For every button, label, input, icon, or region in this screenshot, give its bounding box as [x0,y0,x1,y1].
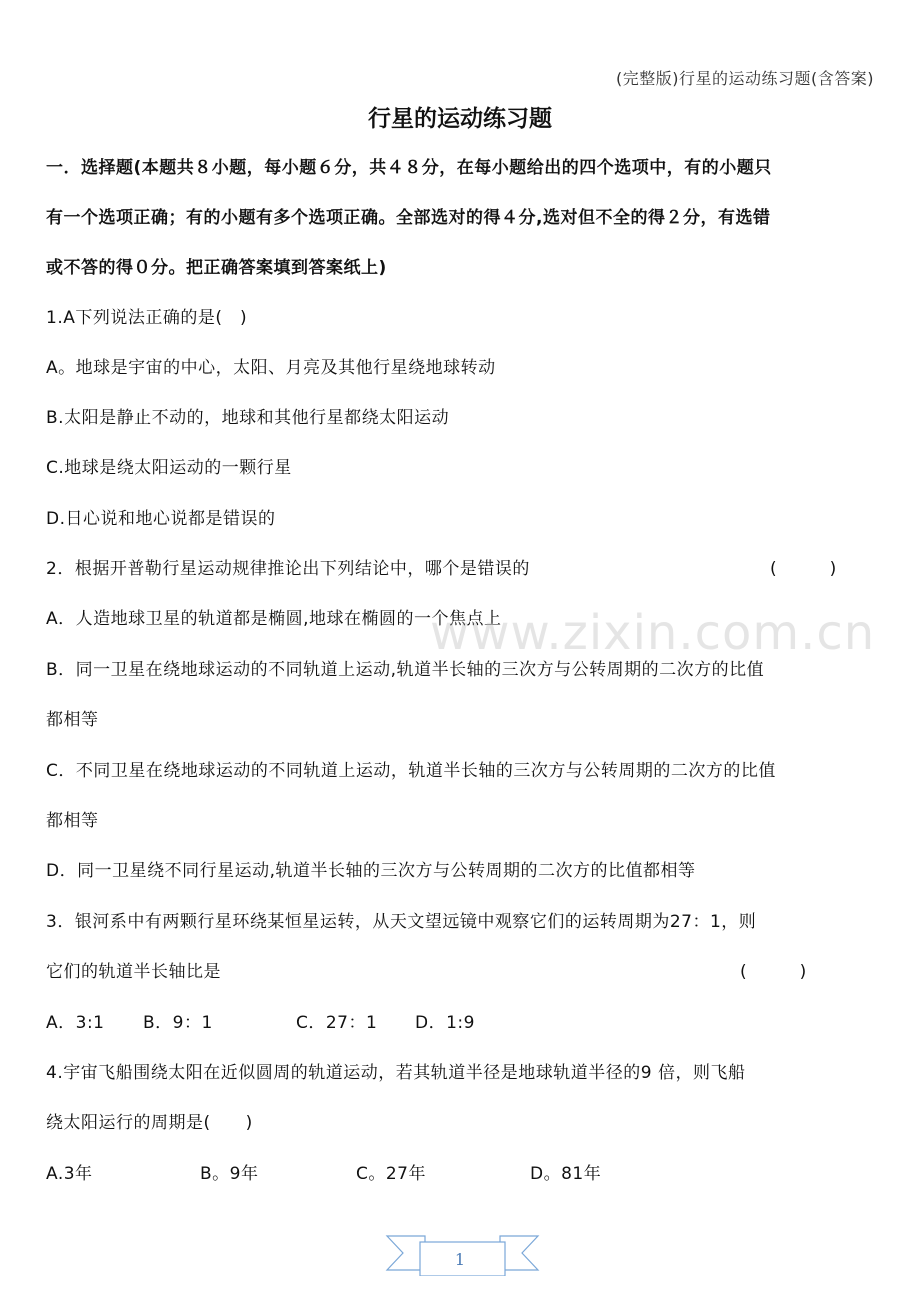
answer-paren: ( ) [740,962,807,982]
option-c: C。27年 [356,1164,427,1184]
option-b: B．同一卫星在绕地球运动的不同轨道上运动,轨道半长轴的三次方与公转周期的二次方的比值 [46,660,765,680]
option-d: D。81年 [530,1164,602,1184]
option-a: A．3:1 [46,1013,105,1033]
question-stem: 3．银河系中有两颗行星环绕某恒星运转，从天文望远镜中观察它们的运转周期为27：1，则 [46,912,757,932]
question-stem-cont: 绕太阳运行的周期是( ) [46,1113,253,1133]
option-b: B.太阳是静止不动的，地球和其他行星都绕太阳运动 [46,408,450,428]
option-d: D.日心说和地心说都是错误的 [46,509,276,529]
option-b: B。9年 [200,1164,259,1184]
question-stem: 2．根据开普勒行星运动规律推论出下列结论中，哪个是错误的 [46,559,530,579]
option-c: C.地球是绕太阳运动的一颗行星 [46,458,292,478]
section-line: 有一个选项正确；有的小题有多个选项正确。全部选对的得４分,选对但不全的得２分，有选错 [46,208,771,228]
question-stem: 4.宇宙飞船围绕太阳在近似圆周的轨道运动，若其轨道半径是地球轨道半径的9 倍，则飞船 [46,1063,746,1083]
page-number: 1 [454,1250,466,1269]
option-a: A．人造地球卫星的轨道都是椭圆,地球在椭圆的一个焦点上 [46,609,502,629]
section-line: 或不答的得０分。把正确答案填到答案纸上) [46,258,387,278]
question-stem-cont: 它们的轨道半长轴比是 [46,962,221,982]
header-doc-label: (完整版)行星的运动练习题(含答案) [616,69,874,88]
option-d: D．同一卫星绕不同行星运动,轨道半长轴的三次方与公转周期的二次方的比值都相等 [46,861,696,881]
option-a: A.3年 [46,1164,93,1184]
option-b-cont: 都相等 [46,710,99,730]
option-b: B．9：1 [143,1013,213,1033]
option-c: C．27：1 [296,1013,378,1033]
watermark: www.zixin.com.cn [430,605,876,661]
page-title: 行星的运动练习题 [368,106,552,132]
option-c-cont: 都相等 [46,811,99,831]
answer-paren: ( ) [770,559,837,579]
option-c: C．不同卫星在绕地球运动的不同轨道上运动，轨道半长轴的三次方与公转周期的二次方的比值 [46,761,776,781]
section-line: 一．选择题(本题共８小题，每小题６分，共４８分，在每小题给出的四个选项中，有的小题只 [46,158,772,178]
option-a: A。地球是宇宙的中心，太阳、月亮及其他行星绕地球转动 [46,358,496,378]
question-stem: 1.A下列说法正确的是( ) [46,308,248,328]
option-d: D．1:9 [415,1013,475,1033]
